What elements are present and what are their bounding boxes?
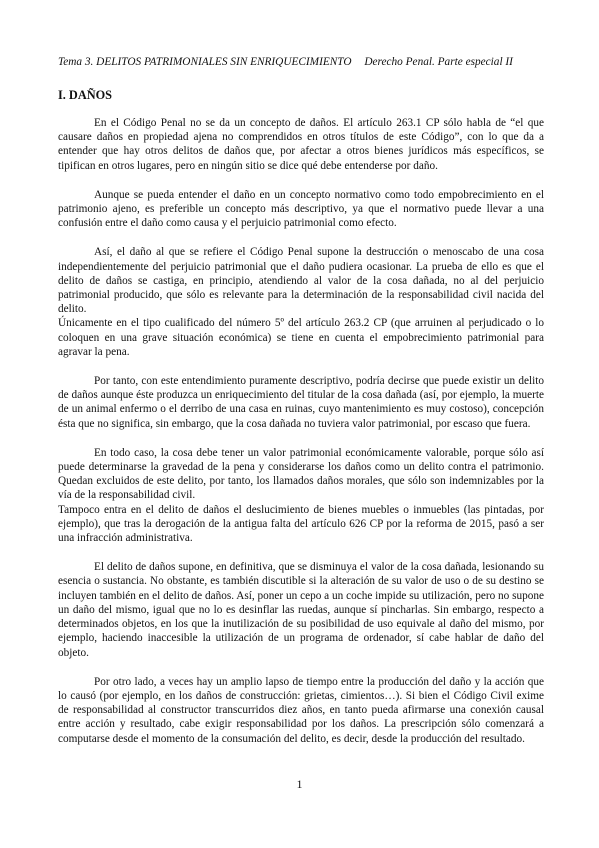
paragraph: Por tanto, con este entendimiento puramente descriptivo, podría decirse que puede existir un delito de daños aunque éste produzca un enriquecimiento del titular de la cosa dañada (así, por ejemplo, la muerte de un animal enfermo o el derribo de una casa en ruinas, cuyo mantenimiento es muy costoso), concepción ésta que no significa, sin embargo, que la cosa dañada no tuviera valor patrimonial, por escaso que fuera. xyxy=(58,375,544,430)
paragraph: Aunque se pueda entender el daño en un concepto normativo como todo empobrecimiento en el patrimonio ajeno, es preferible un concepto más descriptivo, ya que el normativo puede llevar a una confusión entre el daño como causa y el perjuicio patrimonial como efecto. xyxy=(58,188,544,230)
document-page xyxy=(58,54,544,746)
running-header xyxy=(58,54,544,70)
paragraph: En el Código Penal no se da un concepto de daños. El artículo 263.1 CP sólo habla de “el que causare daños en propiedad ajena no comprendidos en otros títulos de este Código”, con lo que da a entender que hay otros delitos de daños que, por afectar a otros bienes jurídicos más específicos, se tipifican en otros lugares, pero en ningún sitio se dice qué debe entenderse por daño. xyxy=(58,117,544,172)
header-topic: Tema 3. DELITOS PATRIMONIALES SIN ENRIQUECIMIENTO xyxy=(58,56,352,68)
paragraph: Por otro lado, a veces hay un amplio lapso de tiempo entre la producción del daño y la acción que lo causó (por ejemplo, en los daños de construcción: grietas, cimientos…). Si bien el Código Civil exime de responsabilidad al constructor transcurridos diez años, en tanto pueda afirmarse una conexión causal entre acción y resultado, cabe exigir responsabilidad por los daños. La prescripción sólo comenzará a computarse desde el momento de la consumación del delito, es decir, desde la producción del resultado. xyxy=(58,675,544,745)
page-number: 1 xyxy=(296,777,303,791)
header-course: Derecho Penal. Parte especial II xyxy=(364,56,513,68)
paragraph: El delito de daños supone, en definitiva, que se disminuya el valor de la cosa dañada, lesionando su esencia o sustancia. No obstante, es también discutible si la alteración de su valor de uso o de su destino se incluyen también en el delito de daños. Así, poner un cepo a un coche impide su utilización, pero no supone un daño del mismo, igual que no lo es desinflar las ruedas, aunque sí pincharlas. Sin embargo, respecto a determinados objetos, en los que la inutilización de su posibilidad de uso equivale al daño del mismo, por ejemplo, haciendo inaccesible la utilización de un programa de ordenador, sí cabe hablar de daño del objeto. xyxy=(58,561,544,659)
paragraph: Tampoco entra en el delito de daños el deslucimiento de bienes muebles o inmuebles (las pintadas, por ejemplo), que tras la derogación de la antigua falta del artículo 626 CP por la reforma de 2015, pasó a ser una infracción administrativa. xyxy=(58,503,544,545)
section-title: I. DAÑOS xyxy=(58,88,112,102)
paragraph: Así, el daño al que se refiere el Código Penal supone la destrucción o menoscabo de una cosa independientemente del perjuicio patrimonial que el daño pudiera ocasionar. La prueba de ello es que el delito de daños se castiga, en principio, atendiendo al valor de la cosa dañada, no al del perjuicio patrimonial producido, que sólo es relevante para la determinación de la responsabilidad civil nacida del delito. xyxy=(58,246,544,316)
paragraph: En todo caso, la cosa debe tener un valor patrimonial económicamente valorable, porque sólo así puede determinarse la gravedad de la pena y considerarse los daños como un delito contra el patrimonio. Quedan excluidos de este delito, por tanto, los llamados daños morales, que sólo son indemnizables por la vía de la responsabilidad civil. xyxy=(58,446,544,502)
paragraph: Únicamente en el tipo cualificado del número 5º del artículo 263.2 CP (que arruinen al perjudicado o lo coloquen en una grave situación económica) se tiene en cuenta el empobrecimiento patrimonial para agravar la pena. xyxy=(58,317,544,358)
